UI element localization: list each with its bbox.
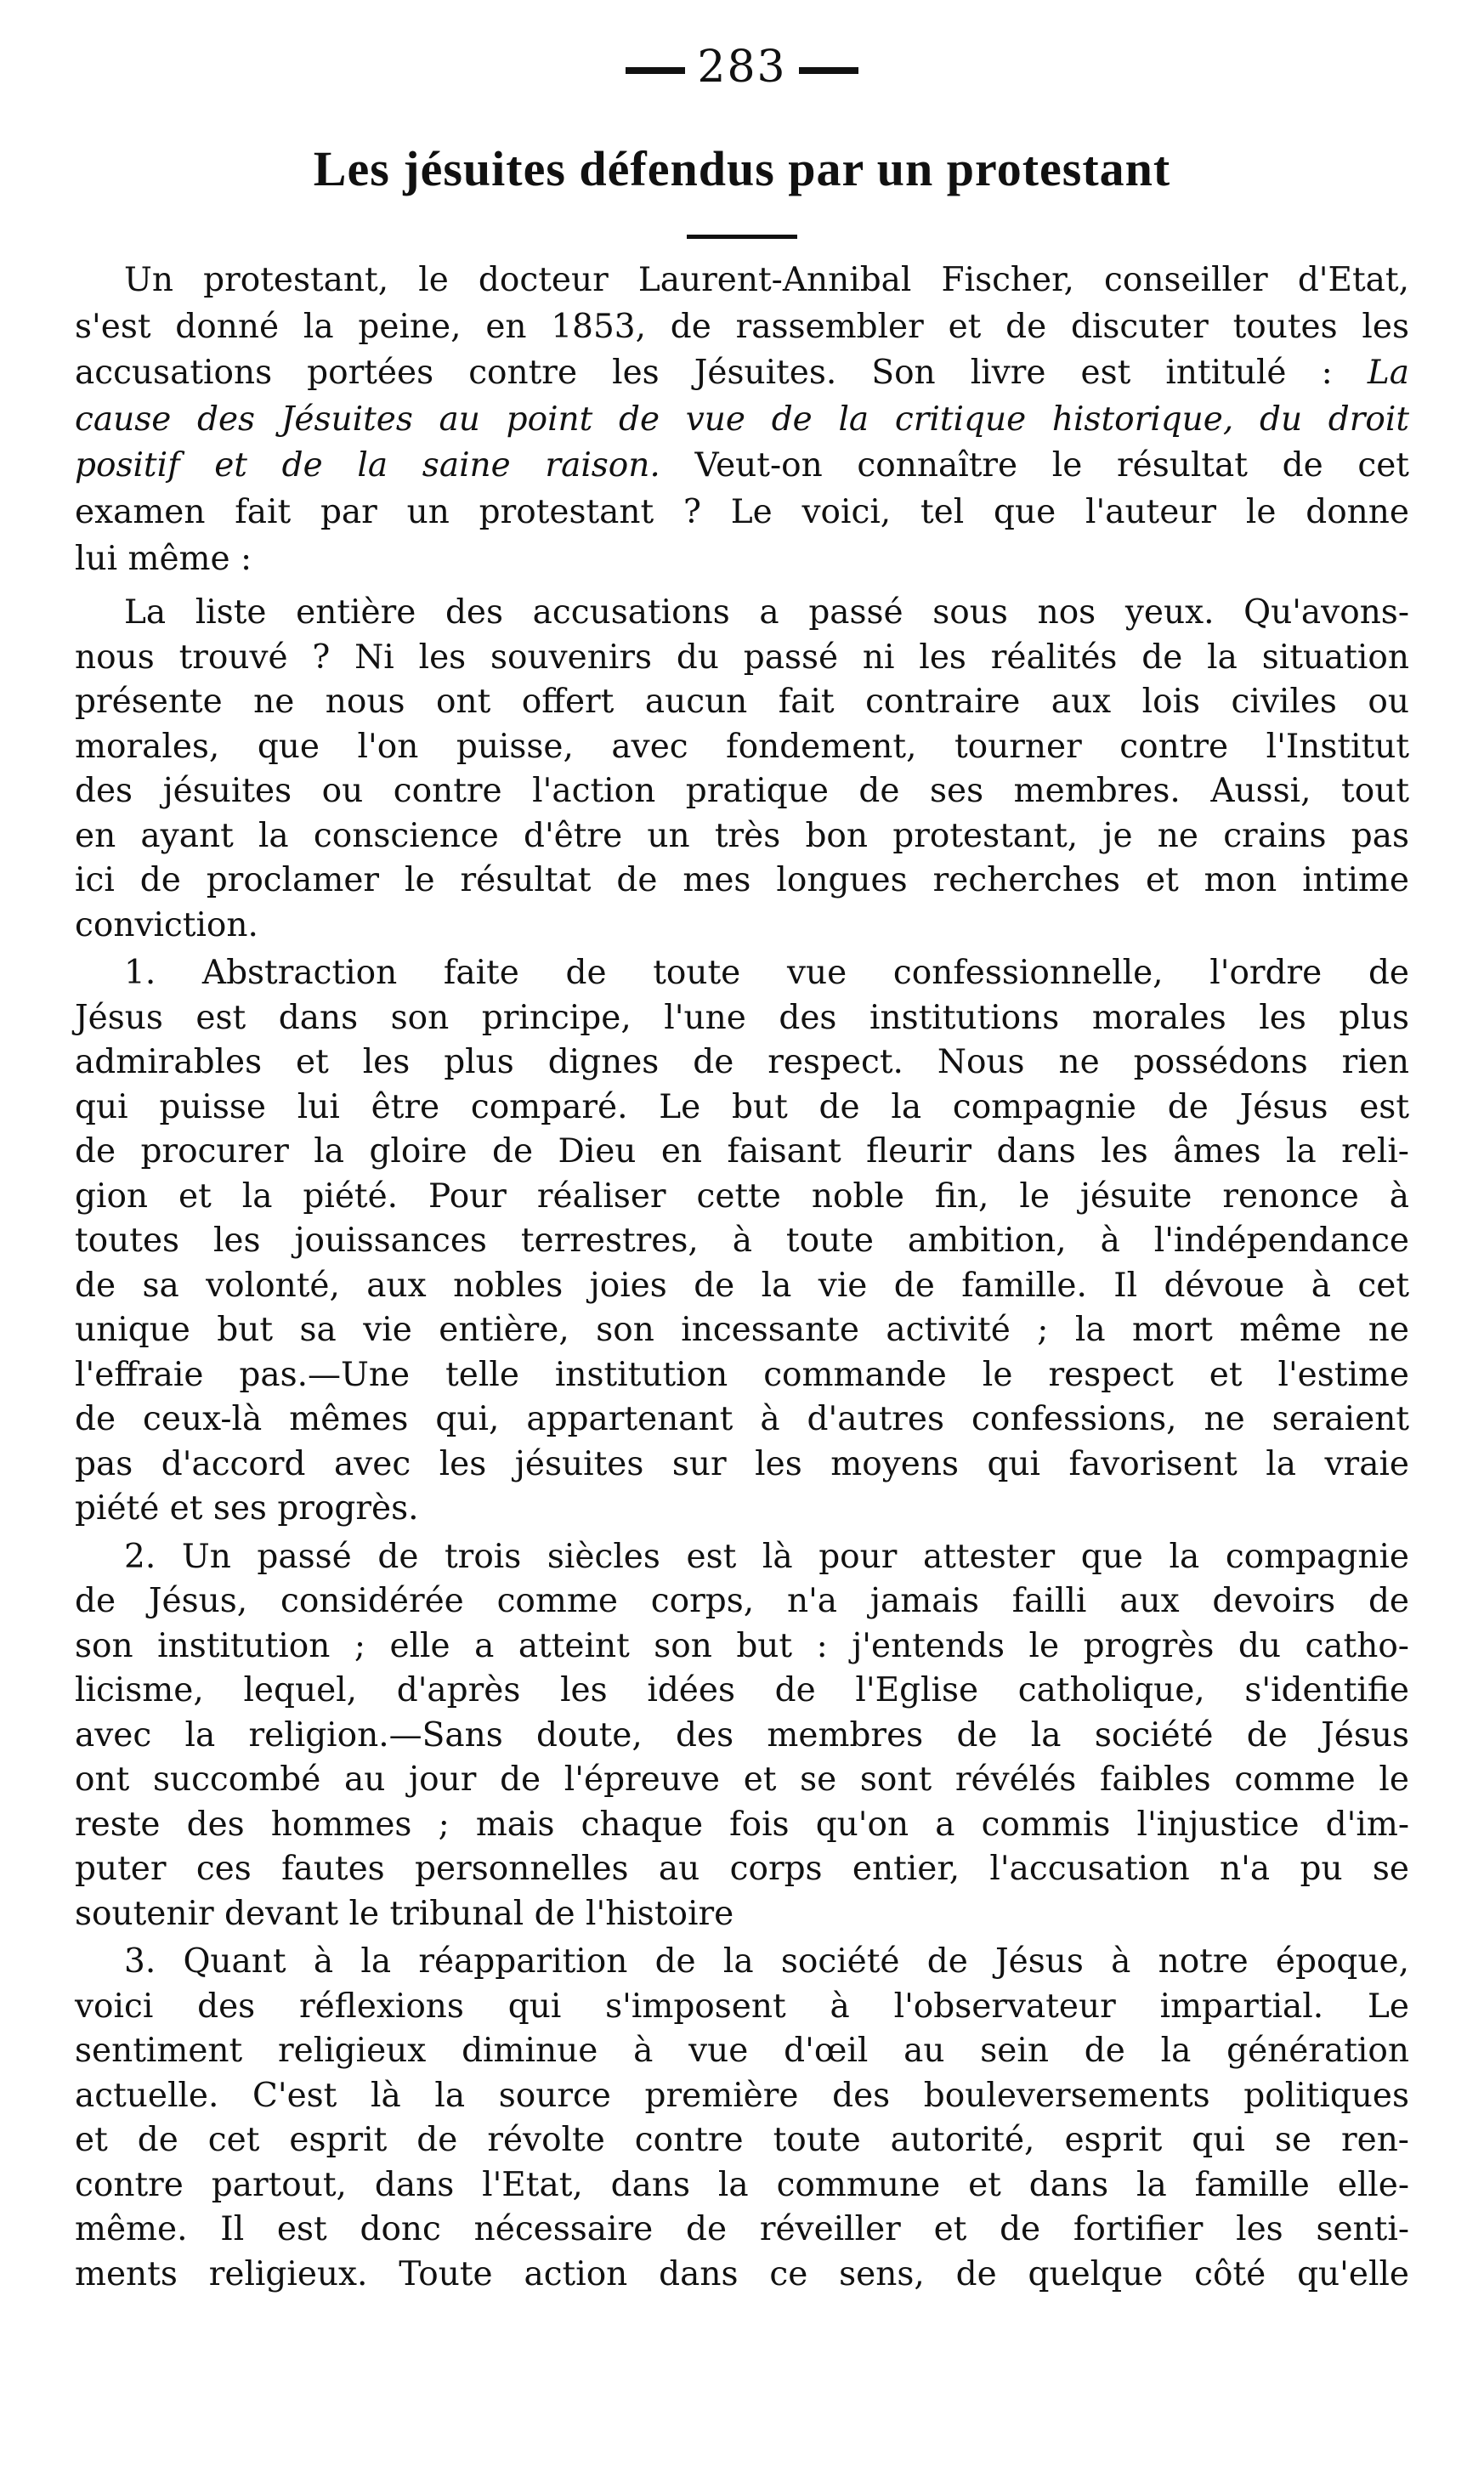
page-number-text: 283 xyxy=(697,42,787,93)
intro-line xyxy=(75,443,1409,490)
quote-line: en ayant la conscience d'être un très bon protestant, je ne crains pas xyxy=(75,816,1409,855)
intro-line: Un protestant, le docteur Laurent-Annibal Fischer, conseiller d'Etat, xyxy=(124,261,1409,299)
point-3-line: et de cet esprit de révolte contre toute autorité, esprit qui se ren- xyxy=(75,2121,1409,2160)
point-2-line: 2. Un passé de trois siècles est là pour attester que la compagnie xyxy=(124,1537,1409,1576)
intro-line: examen fait par un protestant ? Le voici, tel que l'auteur le donne xyxy=(75,492,1409,531)
point-1-line: pas d'accord avec les jésuites sur les moyens qui favorisent la vraie xyxy=(75,1444,1409,1483)
point-2-line: de Jésus, considérée comme corps, n'a jamais failli aux devoirs de xyxy=(75,1582,1409,1621)
intro-line-text: accusations portées contre les Jésuites. Son livre est intitulé : xyxy=(75,354,1333,393)
point-1-line: toutes les jouissances terrestres, à toute ambition, à l'indépendance xyxy=(75,1222,1409,1261)
quote-line: La liste entière des accusations a passé sous nos yeux. Qu'avons- xyxy=(124,593,1409,632)
point-3-line: ments religieux. Toute action dans ce sens, de quelque côté qu'elle xyxy=(75,2254,1409,2293)
point-2-line: puter ces fautes personnelles au corps entier, l'accusation n'a pu se xyxy=(75,1850,1409,1889)
point-2-line: reste des hommes ; mais chaque fois qu'on a commis l'injustice d'im- xyxy=(75,1805,1409,1844)
title-separator-rule xyxy=(687,235,797,239)
quote-line: nous trouvé ? Ni les souvenirs du passé ni les réalités de la situation xyxy=(75,638,1409,677)
intro-line: lui même : xyxy=(75,539,252,578)
intro-line: s'est donné la peine, en 1853, de rassembler et de discuter toutes les xyxy=(75,307,1409,346)
point-3-line: actuelle. C'est là la source première des bouleversements politiques xyxy=(75,2076,1409,2115)
point-3-line: contre partout, dans l'Etat, dans la commune et dans la famille elle- xyxy=(75,2165,1409,2204)
point-3-line: même. Il est donc nécessaire de réveiller et de fortifier les senti- xyxy=(75,2210,1409,2249)
quote-line: ici de proclamer le résultat de mes longues recherches et mon intime xyxy=(75,861,1409,900)
quote-line: conviction. xyxy=(75,905,258,944)
point-2 xyxy=(75,1535,1409,1937)
point-3-line: 3. Quant à la réapparition de la société de Jésus à notre époque, xyxy=(124,1942,1409,1981)
chapter-title: Les jésuites défendus par un protestant xyxy=(313,141,1171,196)
point-1-line: 1. Abstraction faite de toute vue confessionnelle, l'ordre de xyxy=(124,954,1409,993)
point-2-line: licisme, lequel, d'après les idées de l'Eglise catholique, s'identifie xyxy=(75,1671,1409,1710)
book-title-italic: cause des Jésuites au point de vue de la critique historique, du droit xyxy=(75,400,1409,439)
point-1-line: de sa volonté, aux nobles joies de la vie de famille. Il dévoue à cet xyxy=(75,1266,1409,1305)
point-1 xyxy=(75,951,1409,1532)
quote-line: présente ne nous ont offert aucun fait contraire aux lois civiles ou xyxy=(75,683,1409,722)
book-title-italic-start: La xyxy=(1367,354,1409,393)
point-2-line: ont succombé au jour de l'épreuve et se sont révélés faibles comme le xyxy=(75,1760,1409,1800)
point-2-line: soutenir devant le tribunal de l'histoire xyxy=(75,1894,734,1933)
point-3 xyxy=(75,1940,1409,2297)
point-1-line: de ceux-là mêmes qui, appartenant à d'autres confessions, ne seraient xyxy=(75,1400,1409,1439)
quote-line: des jésuites ou contre l'action pratique de ses membres. Aussi, tout xyxy=(75,772,1409,811)
point-2-line: son institution ; elle a atteint son but : j'entends le progrès du catho- xyxy=(75,1626,1409,1665)
point-1-line: unique but sa vie entière, son incessante activité ; la mort même ne xyxy=(75,1311,1409,1350)
intro-line xyxy=(75,350,1409,397)
intro-paragraph xyxy=(75,258,1409,582)
intro-line-text: Veut-on connaître le résultat de cet xyxy=(660,446,1409,485)
point-1-line: piété et ses progrès. xyxy=(75,1489,419,1528)
point-1-line: gion et la piété. Pour réaliser cette noble fin, le jésuite renonce à xyxy=(75,1176,1409,1216)
quote-line: morales, que l'on puisse, avec fondement, tourner contre l'Institut xyxy=(75,727,1409,766)
point-3-line: sentiment religieux diminue à vue d'œil au sein de la génération xyxy=(75,2032,1409,2071)
quotation-intro xyxy=(75,591,1409,948)
book-page xyxy=(75,34,1409,2297)
point-3-line: voici des réflexions qui s'imposent à l'observateur impartial. Le xyxy=(75,1987,1409,2026)
page-number-right-dash xyxy=(799,67,858,74)
page-number xyxy=(75,34,1409,100)
point-1-line: l'effraie pas.—Une telle institution commande le respect et l'estime xyxy=(75,1355,1409,1394)
book-title-italic-end: positif et de la saine raison. xyxy=(75,446,660,485)
point-2-line: avec la religion.—Sans doute, des membres de la société de Jésus xyxy=(75,1715,1409,1755)
point-1-line: Jésus est dans son principe, l'une des institutions morales les plus xyxy=(75,998,1409,1037)
point-1-line: de procurer la gloire de Dieu en faisant fleurir dans les âmes la reli- xyxy=(75,1132,1409,1171)
point-1-line: qui puisse lui être comparé. Le but de la compagnie de Jésus est xyxy=(75,1087,1409,1126)
intro-line-italic xyxy=(75,397,1409,444)
page-number-left-dash xyxy=(626,67,685,74)
point-1-line: admirables et les plus dignes de respect. Nous ne possédons rien xyxy=(75,1043,1409,1082)
